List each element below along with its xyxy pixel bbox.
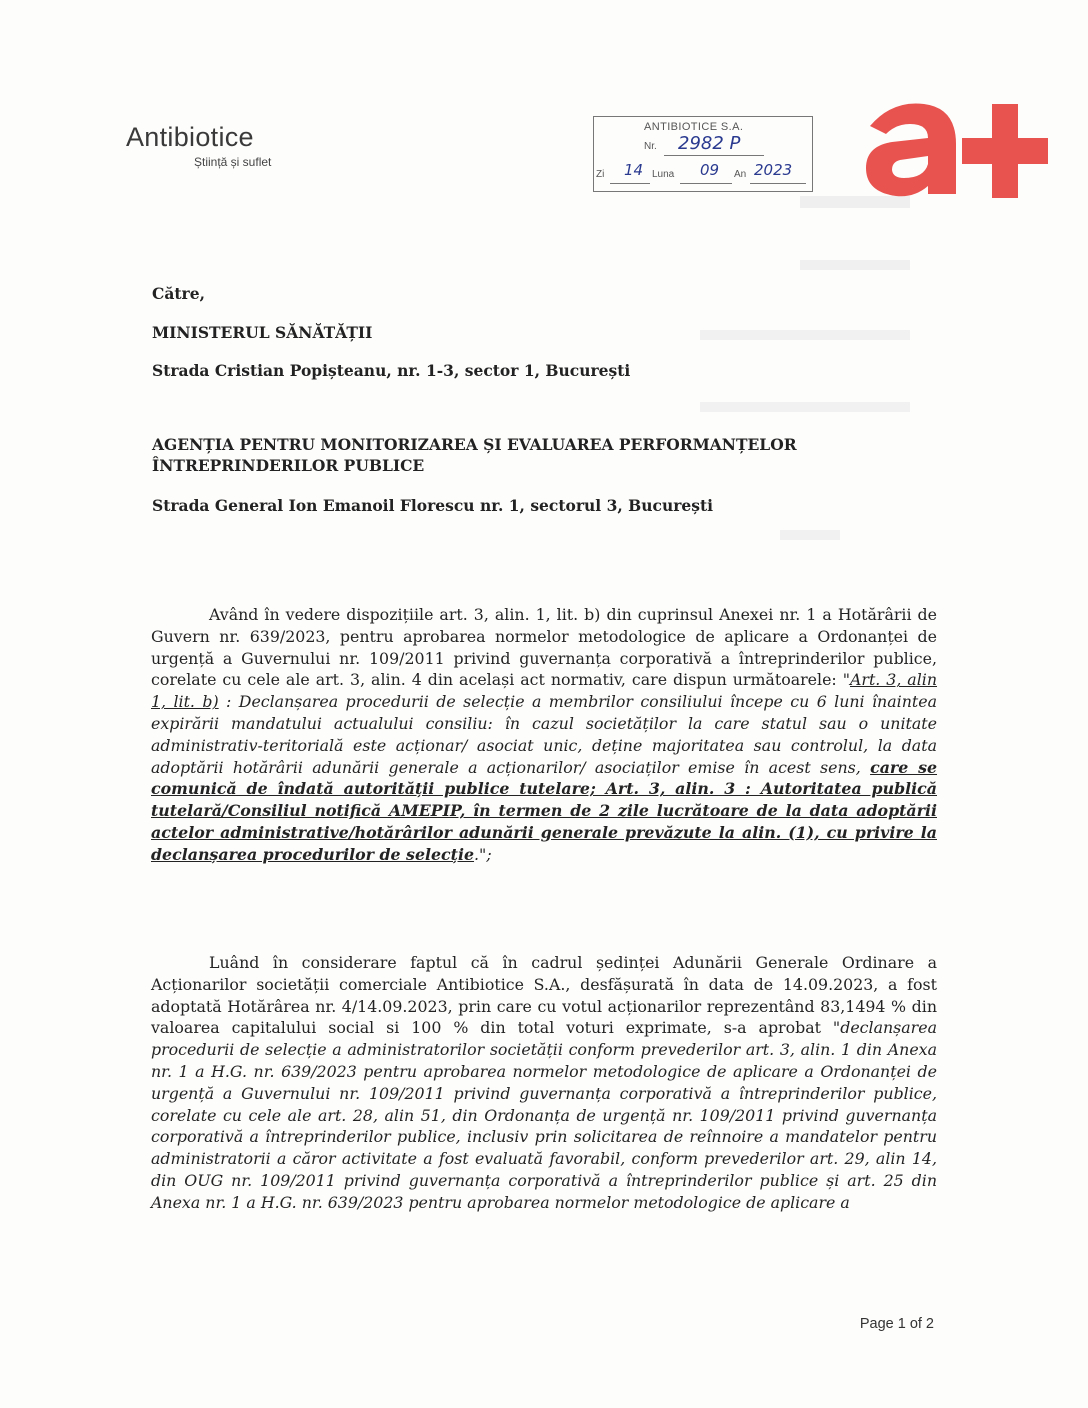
stamp-luna-label: Luna [652, 169, 675, 180]
recipient2-address: Strada General Ion Emanoil Florescu nr. 1, sectorul 3, București [152, 496, 714, 515]
page-number: Page 1 of 2 [859, 1316, 934, 1332]
bleed-through [780, 530, 840, 540]
paragraph-1-end: ."; [474, 844, 492, 864]
bleed-through [700, 402, 910, 412]
paragraph-2 [151, 952, 937, 1214]
stamp-an-label: An [734, 169, 747, 180]
paragraph-1 [151, 604, 937, 866]
company-logo-icon [862, 98, 1052, 198]
stamp-nr-value: 2982 P [678, 133, 741, 154]
paragraph-2-quote: declanșarea procedurii de selecție a administratorilor societății conform prevederilor art. 3, alin. 1 din Anexa nr. 1 a H.G. nr. 639/2023 pentru aprobarea normelor metodologice de aplicare a Ordonanței de urgență a Guvernului nr. 109/2011 privind guvernanța corporativă a întreprinderilor publice, corelate cu cele ale art. 28, alin 51, din Ordonanța de urgență nr. 109/2011 privind guvernanța corporativă a întreprinderilor publice, inclusiv prin solicitarea de reînnoire a mandatelor pentru administratorii a căror activitate a fost evaluată favorabil, conform prevederilor art. 29, alin 14, din OUG nr. 109/2011 privind guvernanța corporativă a întreprinderilor publice și art. 25 din Anexa nr. 1 a H.G. nr. 639/2023 pentru aprobarea normelor metodologice de aplicare a [151, 1018, 937, 1212]
paragraph-1-reference: Art. 3, alin 1, lit. b) [151, 670, 938, 712]
paragraph-1-lead: Având în vedere dispozițiile art. 3, alin. 1, lit. b) din cuprinsul Anexei nr. 1 a Hotărârii de Guvern nr. 639/2023, pentru aprobarea normelor metodologice de aplicare a Ordonanței de urgență a Guvernului nr. 109/2011 privind guvernanța corporativă a întreprinderilor publice, corelate cu cele ale art. 3, alin. 4 din același act normativ, care dispun următoarele: " [151, 605, 937, 690]
stamp-nr-underline [664, 155, 764, 156]
company-name: Antibiotice [126, 122, 254, 152]
stamp-nr-label: Nr. [644, 141, 657, 152]
recipient2-name-line2: ÎNTREPRINDERILOR PUBLICE [152, 456, 425, 475]
stamp-zi-underline [610, 183, 650, 184]
recipient1-address: Strada Cristian Popișteanu, nr. 1-3, sector 1, București [152, 361, 631, 380]
paragraph-1-quote: : Declanșarea procedurii de selecție a membrilor consiliului începe cu 6 luni înaintea expirării mandatului actualului consiliu: în cazul societăților la care statul sau o unitate administrativ-teritorială este acționar/ asociat unic, deține majoritatea sau controlul, la data adoptării hotărârii adunării generale a acționarilor/ asociaților emise în acest sens, [151, 692, 937, 777]
stamp-zi-value: 14 [624, 161, 644, 179]
company-brand [126, 122, 271, 169]
recipient2-name-line1: AGENȚIA PENTRU MONITORIZAREA ȘI EVALUAREA PERFORMANȚELOR [152, 435, 797, 454]
bleed-through [700, 330, 910, 340]
paragraph-1-emphasis: care se comunică de îndată autorității publice tutelare; Art. 3, alin. 3 : Autoritatea publică tutelară/Consiliul notifică AMEPIP, în termen de 2 zile lucrătoare de la data adoptării actelor administrative/hotărârilor adunării generale prevăzute la alin. (1), cu privire la declanșarea procedurilor de selecție [151, 757, 938, 864]
stamp-luna-underline [680, 183, 732, 184]
stamp-an-underline [750, 183, 806, 184]
bleed-through [800, 260, 910, 270]
registration-stamp [593, 116, 813, 192]
stamp-title: ANTIBIOTICE S.A. [644, 121, 744, 133]
stamp-zi-label: Zi [596, 169, 605, 180]
paragraph-2-lead: Luând în considerare faptul că în cadrul ședinței Adunării Generale Ordinare a Acționarilor societății comerciale Antibiotice S.A., desfășurată în data de 14.09.2023, a fost adoptată Hotărârea nr. 4/14.09.2023, prin care cu votul acționarilor reprezentând 83,1494 % din valoarea capitalului social si 100 % din total voturi exprimate, s-a aprobat " [151, 953, 937, 1038]
stamp-luna-value: 09 [700, 161, 720, 179]
recipient1-name: MINISTERUL SĂNĂTĂȚII [152, 323, 373, 342]
company-tagline: Știință și suflet [194, 155, 272, 169]
stamp-an-value: 2023 [754, 161, 793, 179]
salutation: Către, [152, 284, 205, 303]
